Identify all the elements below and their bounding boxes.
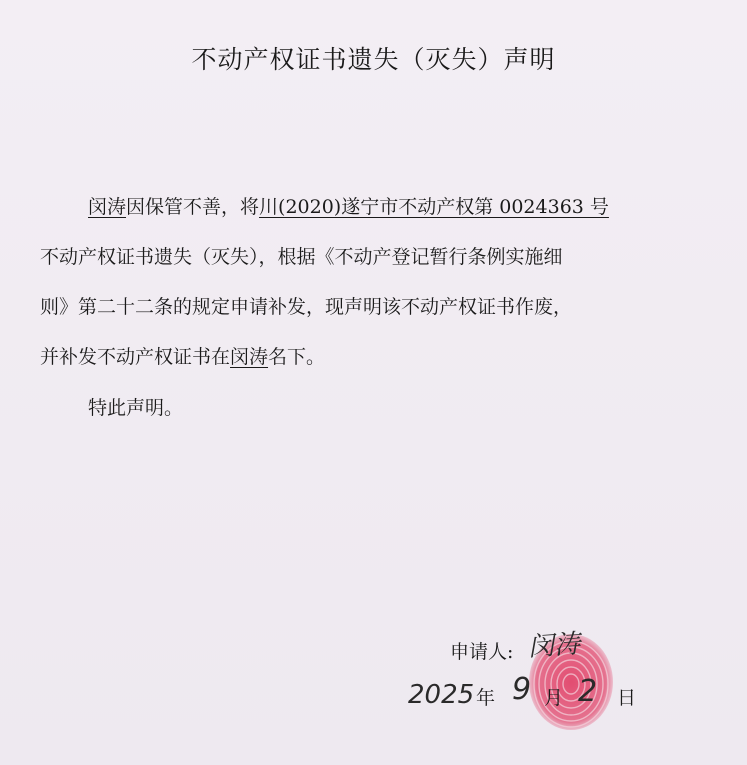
owner-name: 闵涛: [230, 346, 269, 368]
date-day-unit: 日: [617, 687, 637, 709]
handwritten-signature: 闵涛: [527, 629, 582, 663]
paragraph-line-4: [40, 345, 705, 369]
date-year: 2025: [408, 680, 475, 710]
date-day: 2: [578, 674, 598, 709]
paragraph-line-1: [40, 195, 705, 219]
date-month-unit: 月: [544, 687, 564, 709]
applicant-name: 闵涛: [88, 196, 127, 218]
applicant-label: 申请人:: [450, 641, 514, 663]
closing-statement: 特此声明。: [88, 397, 184, 419]
date-year-unit: 年: [476, 687, 496, 709]
paragraph-line-3: 则》第二十二条的规定申请补发，现声明该不动产权证书作废，: [40, 296, 573, 318]
certificate-number: 川(2020)遂宁市不动产权第 0024363 号: [259, 196, 609, 218]
text-segment: 并补发不动产权证书在: [40, 346, 231, 368]
text-segment: 因保管不善，将: [126, 196, 260, 218]
date-month: 9: [512, 672, 532, 707]
paragraph-line-2: 不动产权证书遗失（灭失），根据《不动产登记暂行条例实施细: [40, 246, 563, 268]
document-title: 不动产权证书遗失（灭失）声明: [191, 45, 556, 74]
text-segment: 名下。: [268, 346, 326, 368]
